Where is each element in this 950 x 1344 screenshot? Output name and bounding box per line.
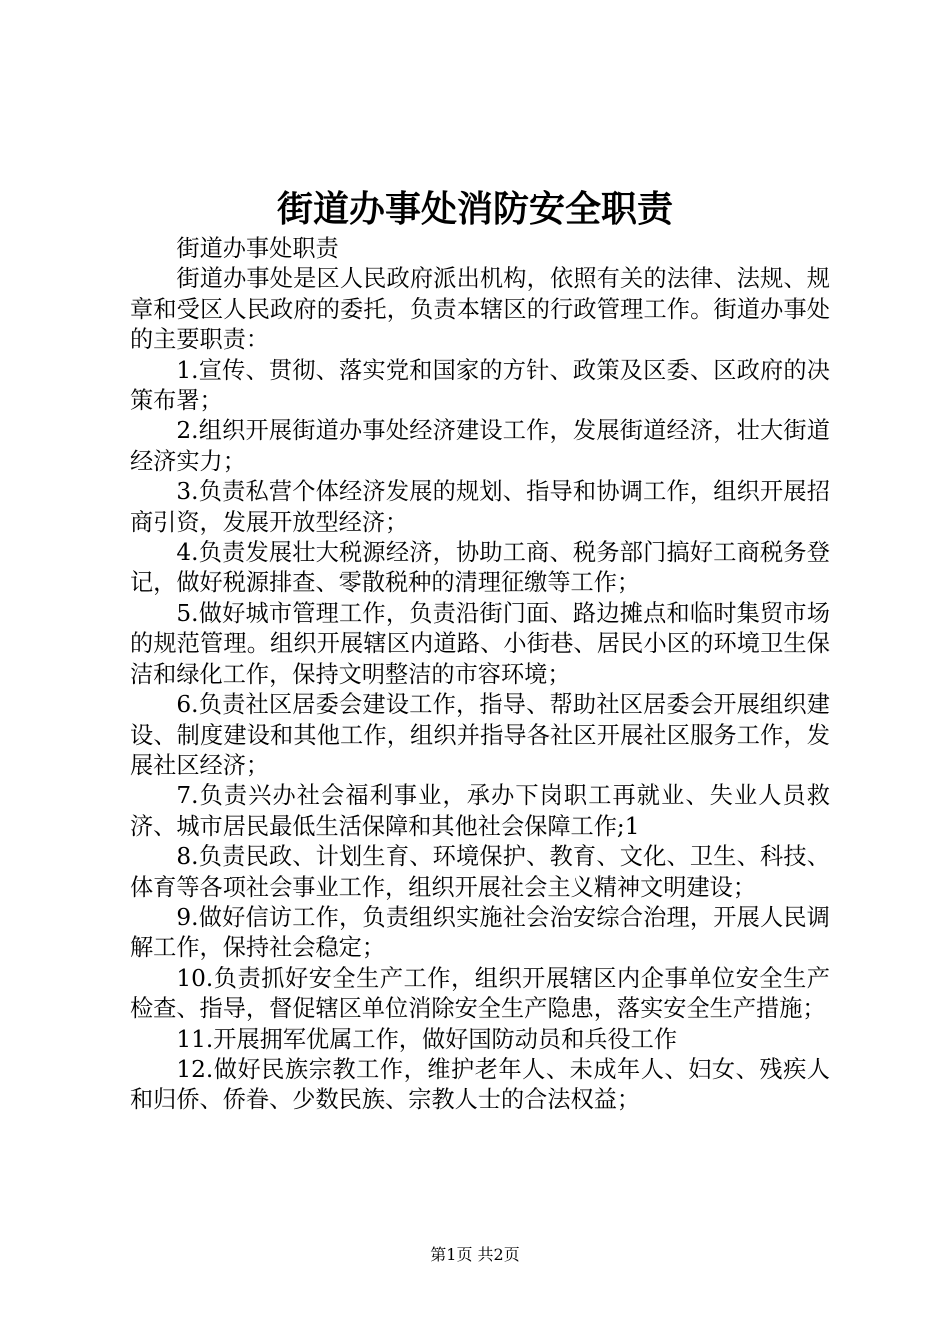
paragraph: 9.做好信访工作，负责组织实施社会治安综合治理，开展人民调解工作，保持社会稳定； bbox=[130, 903, 830, 962]
paragraph: 2.组织开展街道办事处经济建设工作，发展街道经济，壮大街道经济实力； bbox=[130, 417, 830, 475]
paragraph: 11.开展拥军优属工作，做好国防动员和兵役工作 bbox=[176, 1025, 678, 1053]
paragraph: 4.负责发展壮大税源经济，协助工商、税务部门搞好工商税务登记，做好税源排查、零散税种的清理征缴等工作； bbox=[130, 539, 830, 597]
paragraph: 8.负责民政、计划生育、环境保护、教育、文化、卫生、科技、体育等各项社会事业工作，组织开展社会主义精神文明建设； bbox=[130, 843, 830, 901]
paragraph: 7.负责兴办社会福利事业，承办下岗职工再就业、失业人员救济、城市居民最低生活保障和其他社会保障工作;1 bbox=[130, 782, 830, 840]
paragraph: 12.做好民族宗教工作，维护老年人、未成年人、妇女、残疾人和归侨、侨眷、少数民族、宗教人士的合法权益； bbox=[130, 1055, 830, 1114]
page-footer: 第1页 共2页 bbox=[430, 1245, 520, 1264]
paragraph: 街道办事处是区人民政府派出机构，依照有关的法律、法规、规章和受区人民政府的委托，负责本辖区的行政管理工作。街道办事处的主要职责： bbox=[130, 265, 830, 354]
document-body bbox=[130, 234, 830, 1116]
paragraph: 街道办事处职责 bbox=[176, 235, 339, 262]
document-title: 街道办事处消防安全职责 bbox=[276, 188, 673, 230]
paragraph: 1.宣传、贯彻、落实党和国家的方针、政策及区委、区政府的决策布署； bbox=[130, 356, 830, 415]
paragraph: 3.负责私营个体经济发展的规划、指导和协调工作，组织开展招商引资，发展开放型经济； bbox=[130, 478, 830, 536]
paragraph: 10.负责抓好安全生产工作，组织开展辖区内企事单位安全生产检查、指导，督促辖区单位消除安全生产隐患，落实安全生产措施； bbox=[130, 964, 830, 1023]
paragraph: 5.做好城市管理工作，负责沿街门面、路边摊点和临时集贸市场的规范管理。组织开展辖区内道路、小街巷、居民小区的环境卫生保洁和绿化工作，保持文明整洁的市容环境； bbox=[130, 599, 830, 688]
paragraph: 6.负责社区居委会建设工作，指导、帮助社区居委会开展组织建设、制度建设和其他工作，组织并指导各社区开展社区服务工作，发展社区经济； bbox=[130, 691, 830, 779]
